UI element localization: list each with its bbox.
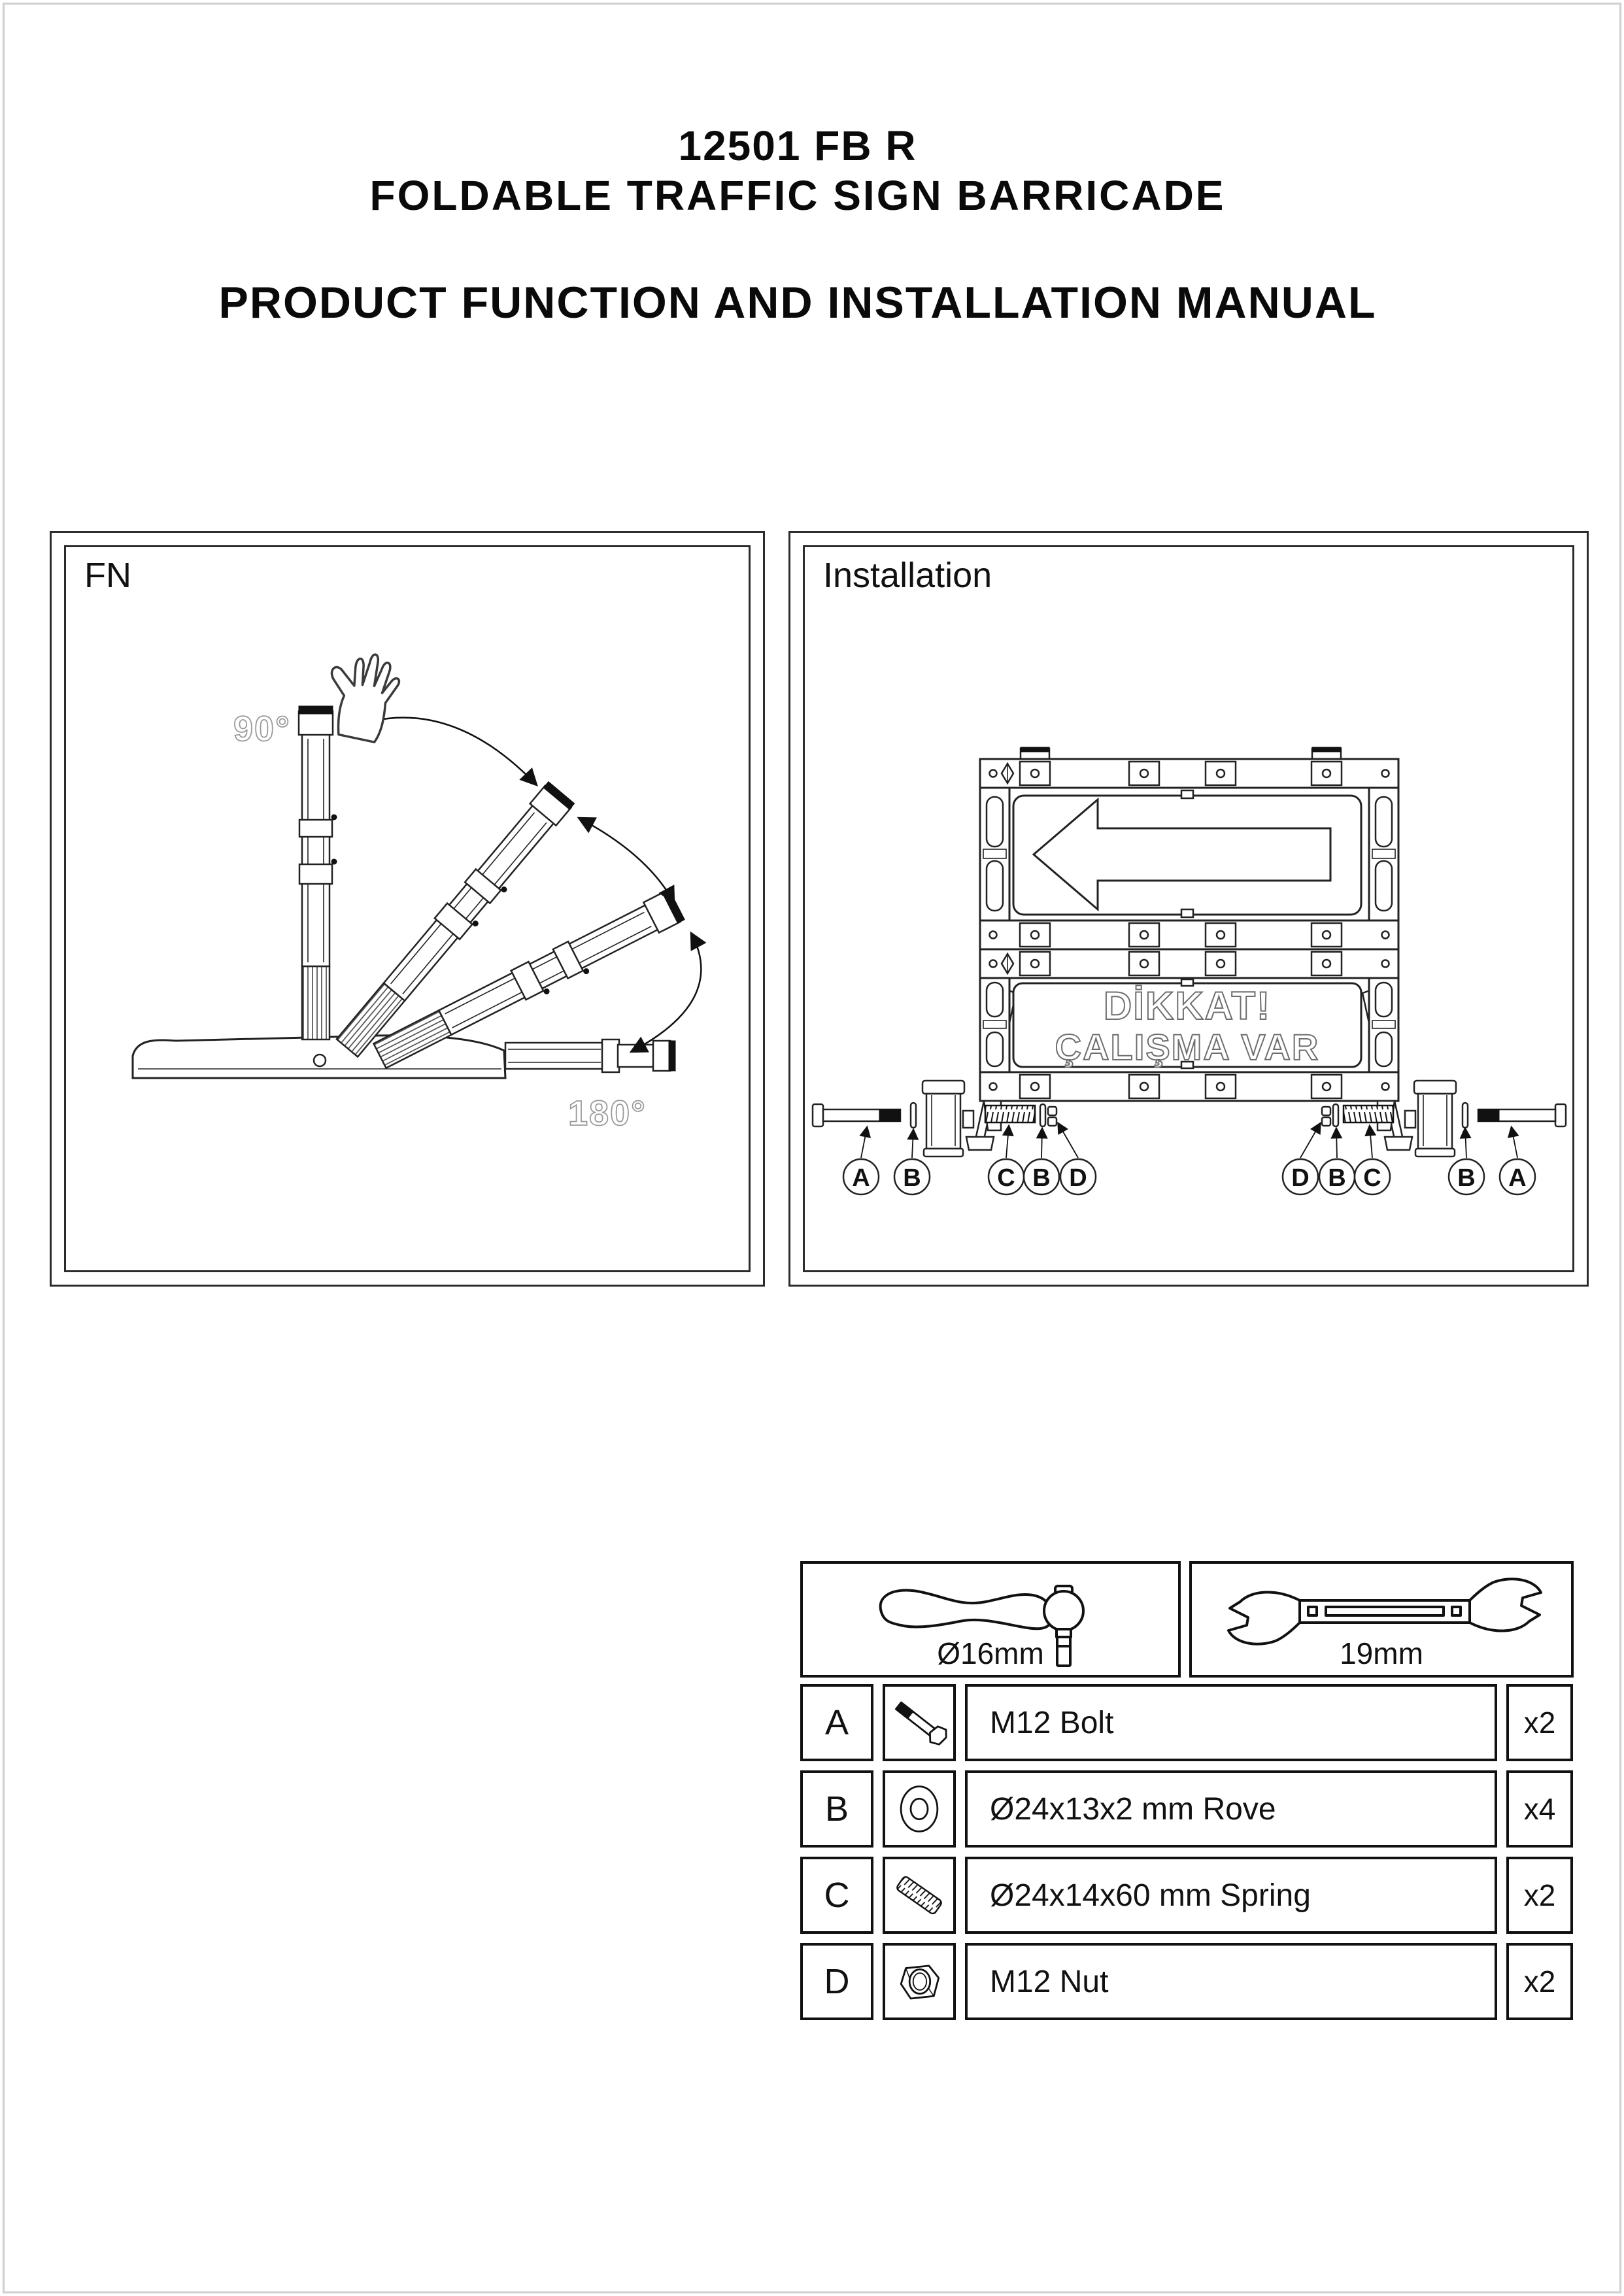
part-desc-d: M12 Nut <box>965 1943 1497 2020</box>
part-qty-a: x2 <box>1506 1684 1573 1761</box>
bolt-icon <box>885 1687 953 1759</box>
fn-diagram-panel <box>50 531 765 1287</box>
fn-folding-diagram <box>52 533 763 1285</box>
barricade-base <box>133 1036 505 1078</box>
part-icon-cell-d <box>883 1943 956 2020</box>
svg-text:C: C <box>997 1164 1015 1192</box>
part-qty-c: x2 <box>1506 1857 1573 1934</box>
socket-wrench-size-label: Ø16mm <box>937 1636 1044 1670</box>
part-icon-cell-c <box>883 1857 956 1934</box>
installation-panel-label: Installation <box>823 556 992 595</box>
part-qty-d: x2 <box>1506 1943 1573 2020</box>
svg-text:B: B <box>903 1164 921 1192</box>
warning-sign-line2: ÇALIŞMA VAR <box>1055 1026 1320 1068</box>
svg-text:C: C <box>1363 1164 1381 1192</box>
part-letter-a: A <box>800 1684 873 1761</box>
arrow-sign-panel <box>1013 790 1361 917</box>
part-icon-cell-b <box>883 1770 956 1848</box>
svg-text:B: B <box>1328 1164 1346 1192</box>
warning-sign-line1: DİKKAT! <box>1103 984 1272 1028</box>
tool-box-open-end-wrench <box>1189 1561 1574 1678</box>
nut-icon <box>885 1946 953 2017</box>
installation-exploded-diagram <box>790 533 1587 1285</box>
washer-icon <box>885 1773 953 1845</box>
svg-text:A: A <box>1508 1164 1527 1192</box>
open-end-wrench-size-label: 19mm <box>1340 1636 1423 1670</box>
svg-text:D: D <box>1069 1164 1087 1192</box>
angle-180-label: 180° <box>568 1094 647 1133</box>
svg-text:D: D <box>1291 1164 1310 1192</box>
leg-90-position <box>299 706 337 1039</box>
part-icon-cell-a <box>883 1684 956 1761</box>
svg-text:A: A <box>852 1164 870 1192</box>
product-name-title: FOLDABLE TRAFFIC SIGN BARRICADE <box>369 172 1226 219</box>
svg-text:B: B <box>1032 1164 1051 1192</box>
angle-90-label: 90° <box>233 709 291 749</box>
part-letter-c: C <box>800 1857 873 1934</box>
warning-sign-panel <box>1013 979 1361 1068</box>
fn-panel-label: FN <box>84 556 131 595</box>
tool-box-socket-wrench <box>800 1561 1181 1678</box>
part-qty-b: x4 <box>1506 1770 1573 1848</box>
callout-letters <box>852 1164 1526 1192</box>
leg-180-position <box>505 1039 675 1072</box>
installation-diagram-panel <box>788 531 1589 1287</box>
part-desc-c: Ø24x14x60 mm Spring <box>965 1857 1497 1934</box>
part-letter-d: D <box>800 1943 873 2020</box>
svg-text:B: B <box>1457 1164 1476 1192</box>
part-desc-b: Ø24x13x2 mm Rove <box>965 1770 1497 1848</box>
part-desc-a: M12 Bolt <box>965 1684 1497 1761</box>
product-code-title: 12501 FB R <box>678 122 917 169</box>
part-letter-b: B <box>800 1770 873 1848</box>
manual-title: PRODUCT FUNCTION AND INSTALLATION MANUAL <box>218 278 1377 328</box>
spring-icon <box>885 1859 953 1931</box>
